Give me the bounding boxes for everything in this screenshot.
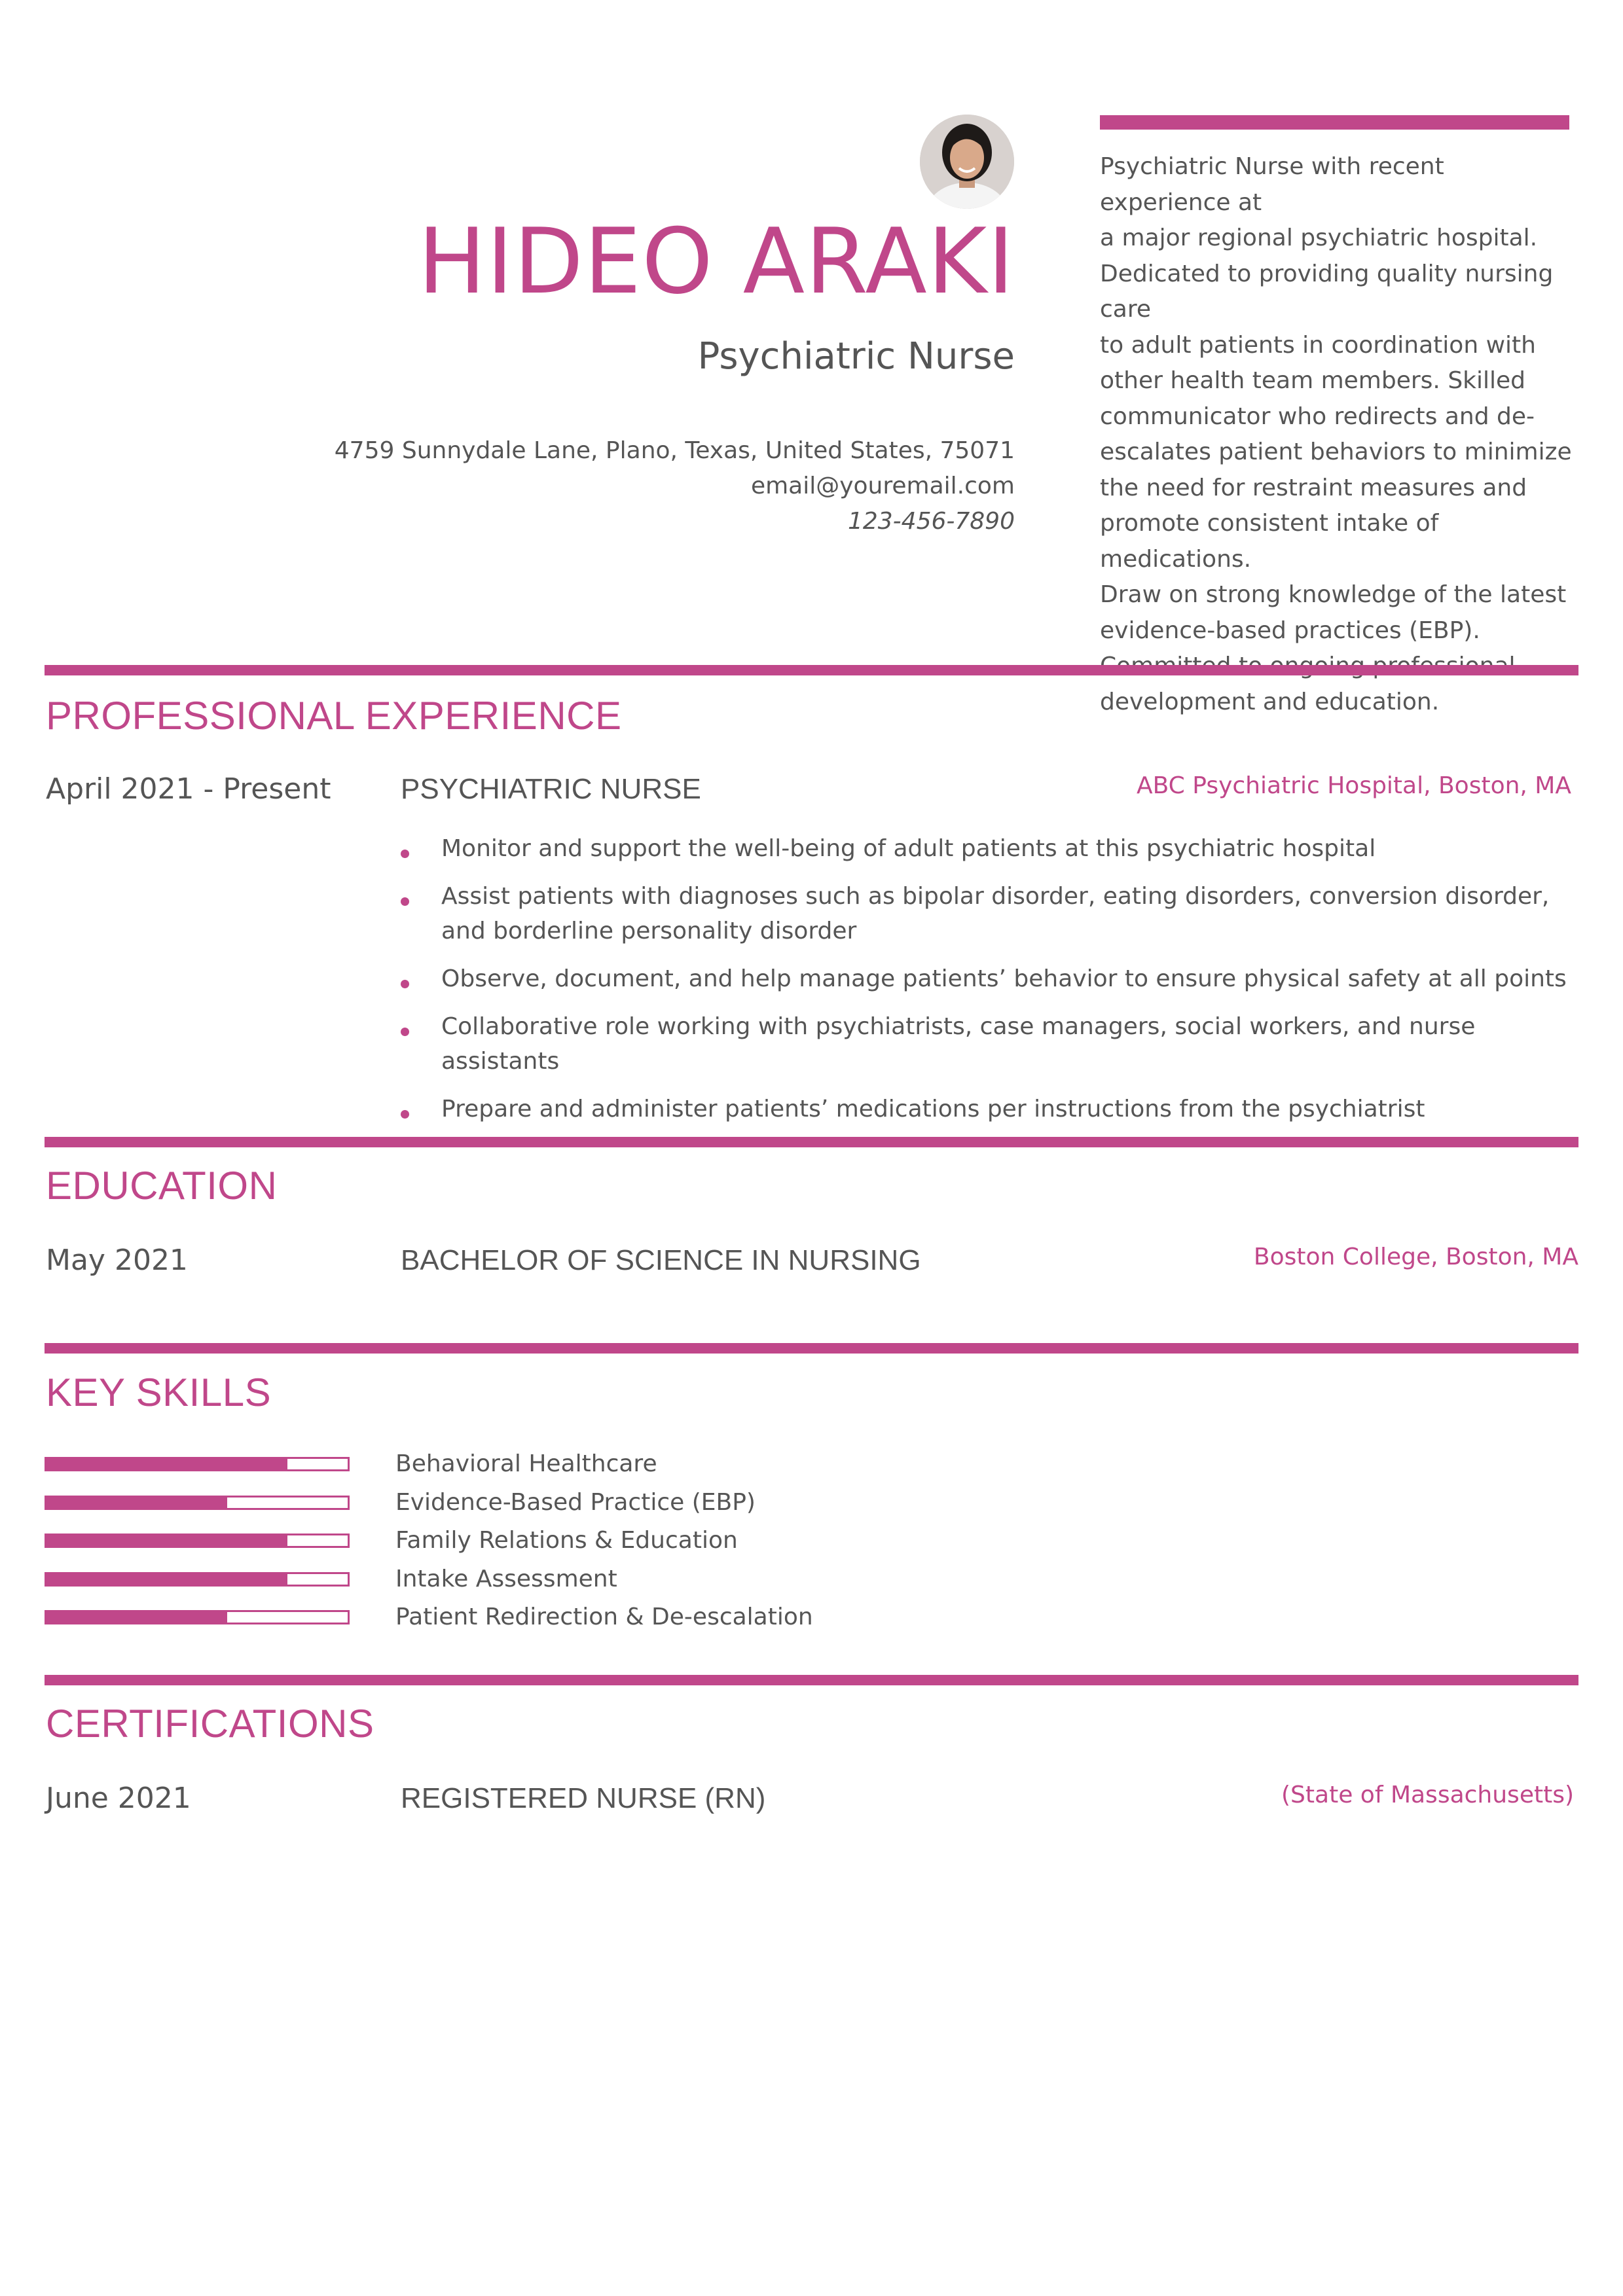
avatar <box>920 115 1014 209</box>
skill-level-fill <box>46 1574 287 1585</box>
experience-heading: PROFESSIONAL EXPERIENCE <box>46 694 622 738</box>
skill-level-bar <box>45 1496 350 1510</box>
certification-date: June 2021 <box>46 1782 191 1815</box>
skill-label: Evidence-Based Practice (EBP) <box>395 1489 756 1516</box>
experience-bullets <box>401 831 1579 1139</box>
skill-level-fill <box>46 1498 227 1508</box>
person-photo-icon <box>920 115 1014 209</box>
experience-divider <box>45 665 1578 675</box>
experience-organization: ABC Psychiatric Hospital, Boston, MA <box>1136 772 1571 799</box>
skill-label: Intake Assessment <box>395 1566 617 1592</box>
professional-summary: Psychiatric Nurse with recent experience at a major regional psychiatric hospital. Dedicated to providing quality nursing care to adult patients in coordination with other health team members. Skilled communicator who redirects and de- escalates patient behaviors to minimize the need for restraint measures and promote consistent intake of medications. Draw on strong knowledge of the latest evidence-based practices (EBP). development and education. <box>1100 153 1572 715</box>
summary-accent-bar <box>1100 115 1569 130</box>
list-item: Collaborative role working with psychiatrists, case managers, social workers, and nurse assistants <box>401 1009 1579 1079</box>
skills-divider <box>45 1343 1578 1354</box>
address: 4759 Sunnydale Lane, Plano, Texas, United States, 75071 <box>334 437 1015 464</box>
skill-level-bar <box>45 1457 350 1471</box>
candidate-name: HIDEO ARAKI <box>418 209 1015 314</box>
education-heading: EDUCATION <box>46 1164 278 1208</box>
skill-label: Behavioral Healthcare <box>395 1450 657 1477</box>
job-title: Psychiatric Nurse <box>697 335 1015 378</box>
skill-label: Patient Redirection & De-escalation <box>395 1604 813 1630</box>
education-school: Boston College, Boston, MA <box>1253 1244 1578 1270</box>
list-item: Assist patients with diagnoses such as bipolar disorder, eating disorders, conversion disorder, and borderline personality disorder <box>401 879 1579 948</box>
skill-level-bar <box>45 1534 350 1548</box>
skill-level-bar <box>45 1572 350 1587</box>
skill-level-fill <box>46 1535 287 1546</box>
experience-role: PSYCHIATRIC NURSE <box>401 773 701 805</box>
education-divider <box>45 1137 1578 1147</box>
list-item: Observe, document, and help manage patients’ behavior to ensure physical safety at all points <box>401 961 1579 996</box>
skill-level-fill <box>46 1612 227 1623</box>
education-degree: BACHELOR OF SCIENCE IN NURSING <box>401 1244 921 1276</box>
certification-name: REGISTERED NURSE (RN) <box>401 1782 766 1814</box>
email[interactable]: email@youremail.com <box>750 473 1015 499</box>
skill-label: Family Relations & Education <box>395 1527 738 1554</box>
list-item: Prepare and administer patients’ medications per instructions from the psychiatrist <box>401 1092 1579 1126</box>
phone: 123-456-7890 <box>847 508 1015 535</box>
skill-level-fill <box>46 1459 287 1469</box>
experience-date: April 2021 - Present <box>46 772 331 806</box>
skill-level-bar <box>45 1610 350 1624</box>
list-item: Monitor and support the well-being of adult patients at this psychiatric hospital <box>401 831 1579 866</box>
education-date: May 2021 <box>46 1244 188 1277</box>
certifications-heading: CERTIFICATIONS <box>46 1702 374 1746</box>
certification-issuer: (State of Massachusetts) <box>1281 1782 1574 1808</box>
skills-heading: KEY SKILLS <box>46 1371 272 1414</box>
certifications-divider <box>45 1675 1578 1685</box>
